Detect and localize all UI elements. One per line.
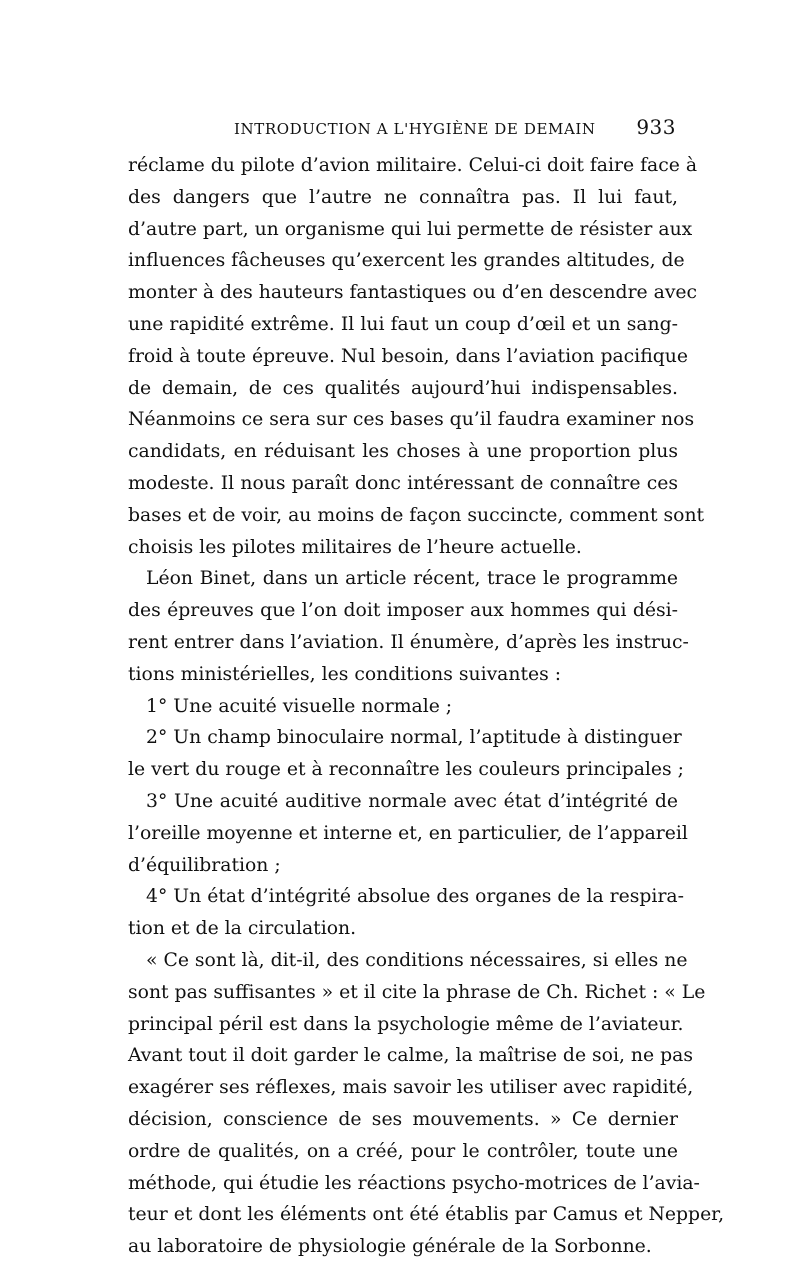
list-item: 2° Un champ binoculaire normal, l’aptitude à distinguer [146,727,682,749]
text-line: exagérer ses réflexes, mais savoir les utiliser avec rapidité, [128,1077,694,1099]
text-line: décision, conscience de ses mouvements. » Ce dernier [128,1108,678,1130]
running-head [128,114,676,144]
text-line: froid à toute épreuve. Nul besoin, dans l’aviation pacifique [128,345,688,367]
text-line: Néanmoins ce sera sur ces bases qu’il faudra examiner nos [128,409,695,431]
text-line: candidats, en réduisant les choses à une proportion plus [128,441,678,463]
text-line: bases et de voir, au moins de façon succincte, comment sont [128,504,705,526]
text-line: ordre de qualités, on a créé, pour le contrôler, toute une [128,1140,678,1162]
text-line: sont pas suffisantes » et il cite la phrase de Ch. Richet : « Le [128,981,706,1003]
text-line: de demain, de ces qualités aujourd’hui indispensables. [128,377,678,399]
text-line: une rapidité extrême. Il lui faut un coup d’œil et un sang- [128,313,678,335]
text-line: méthode, qui étudie les réactions psycho-motrices de l’avia- [128,1172,700,1194]
text-line: d’autre part, un organisme qui lui permette de résister aux [128,218,693,240]
text-line: des épreuves que l’on doit imposer aux hommes qui dési- [128,600,678,622]
text-line: tions ministérielles, les conditions suivantes : [128,663,562,685]
page-number: 933 [636,115,676,139]
list-item: 3° Une acuité auditive normale avec état d’intégrité de [146,790,678,812]
list-item: 1° Une acuité visuelle normale ; [146,695,453,717]
text-line: réclame du pilote d’avion militaire. Celui-ci doit faire face à [128,155,698,176]
text-line: l’oreille moyenne et interne et, en particulier, de l’appareil [128,822,688,844]
text-line: Avant tout il doit garder le calme, la maîtrise de soi, ne pas [128,1045,693,1067]
text-line: teur et dont les éléments ont été établis par Camus et Nepper, [128,1204,725,1226]
text-line: influences fâcheuses qu’exercent les grandes altitudes, de [128,250,685,272]
text-line: d’équilibration ; [128,854,281,876]
list-item: 4° Un état d’intégrité absolue des organes de la respira- [146,886,684,908]
text-line: modeste. Il nous paraît donc intéressant de connaître ces [128,472,678,494]
text-line: le vert du rouge et à reconnaître les couleurs principales ; [128,759,684,781]
text-line: choisis les pilotes militaires de l’heure actuelle. [128,536,582,558]
text-line: des dangers que l’autre ne connaîtra pas. Il lui faut, [128,186,678,208]
text-line: tion et de la circulation. [128,918,357,940]
text-line: monter à des hauteurs fantastiques ou d’en descendre avec [128,282,698,304]
text-line: Léon Binet, dans un article récent, trace le programme [146,568,678,590]
body-text [128,150,725,1263]
text-line: « Ce sont là, dit-il, des conditions nécessaires, si elles ne [146,949,688,971]
text-line: rent entrer dans l’aviation. Il énumère, d’après les instruc- [128,631,689,653]
running-title: INTRODUCTION A L'HYGIÈNE DE DEMAIN [234,120,596,138]
text-line: principal péril est dans la psychologie même de l’aviateur. [128,1013,684,1035]
text-line: au laboratoire de physiologie générale de la Sorbonne. [128,1236,652,1258]
